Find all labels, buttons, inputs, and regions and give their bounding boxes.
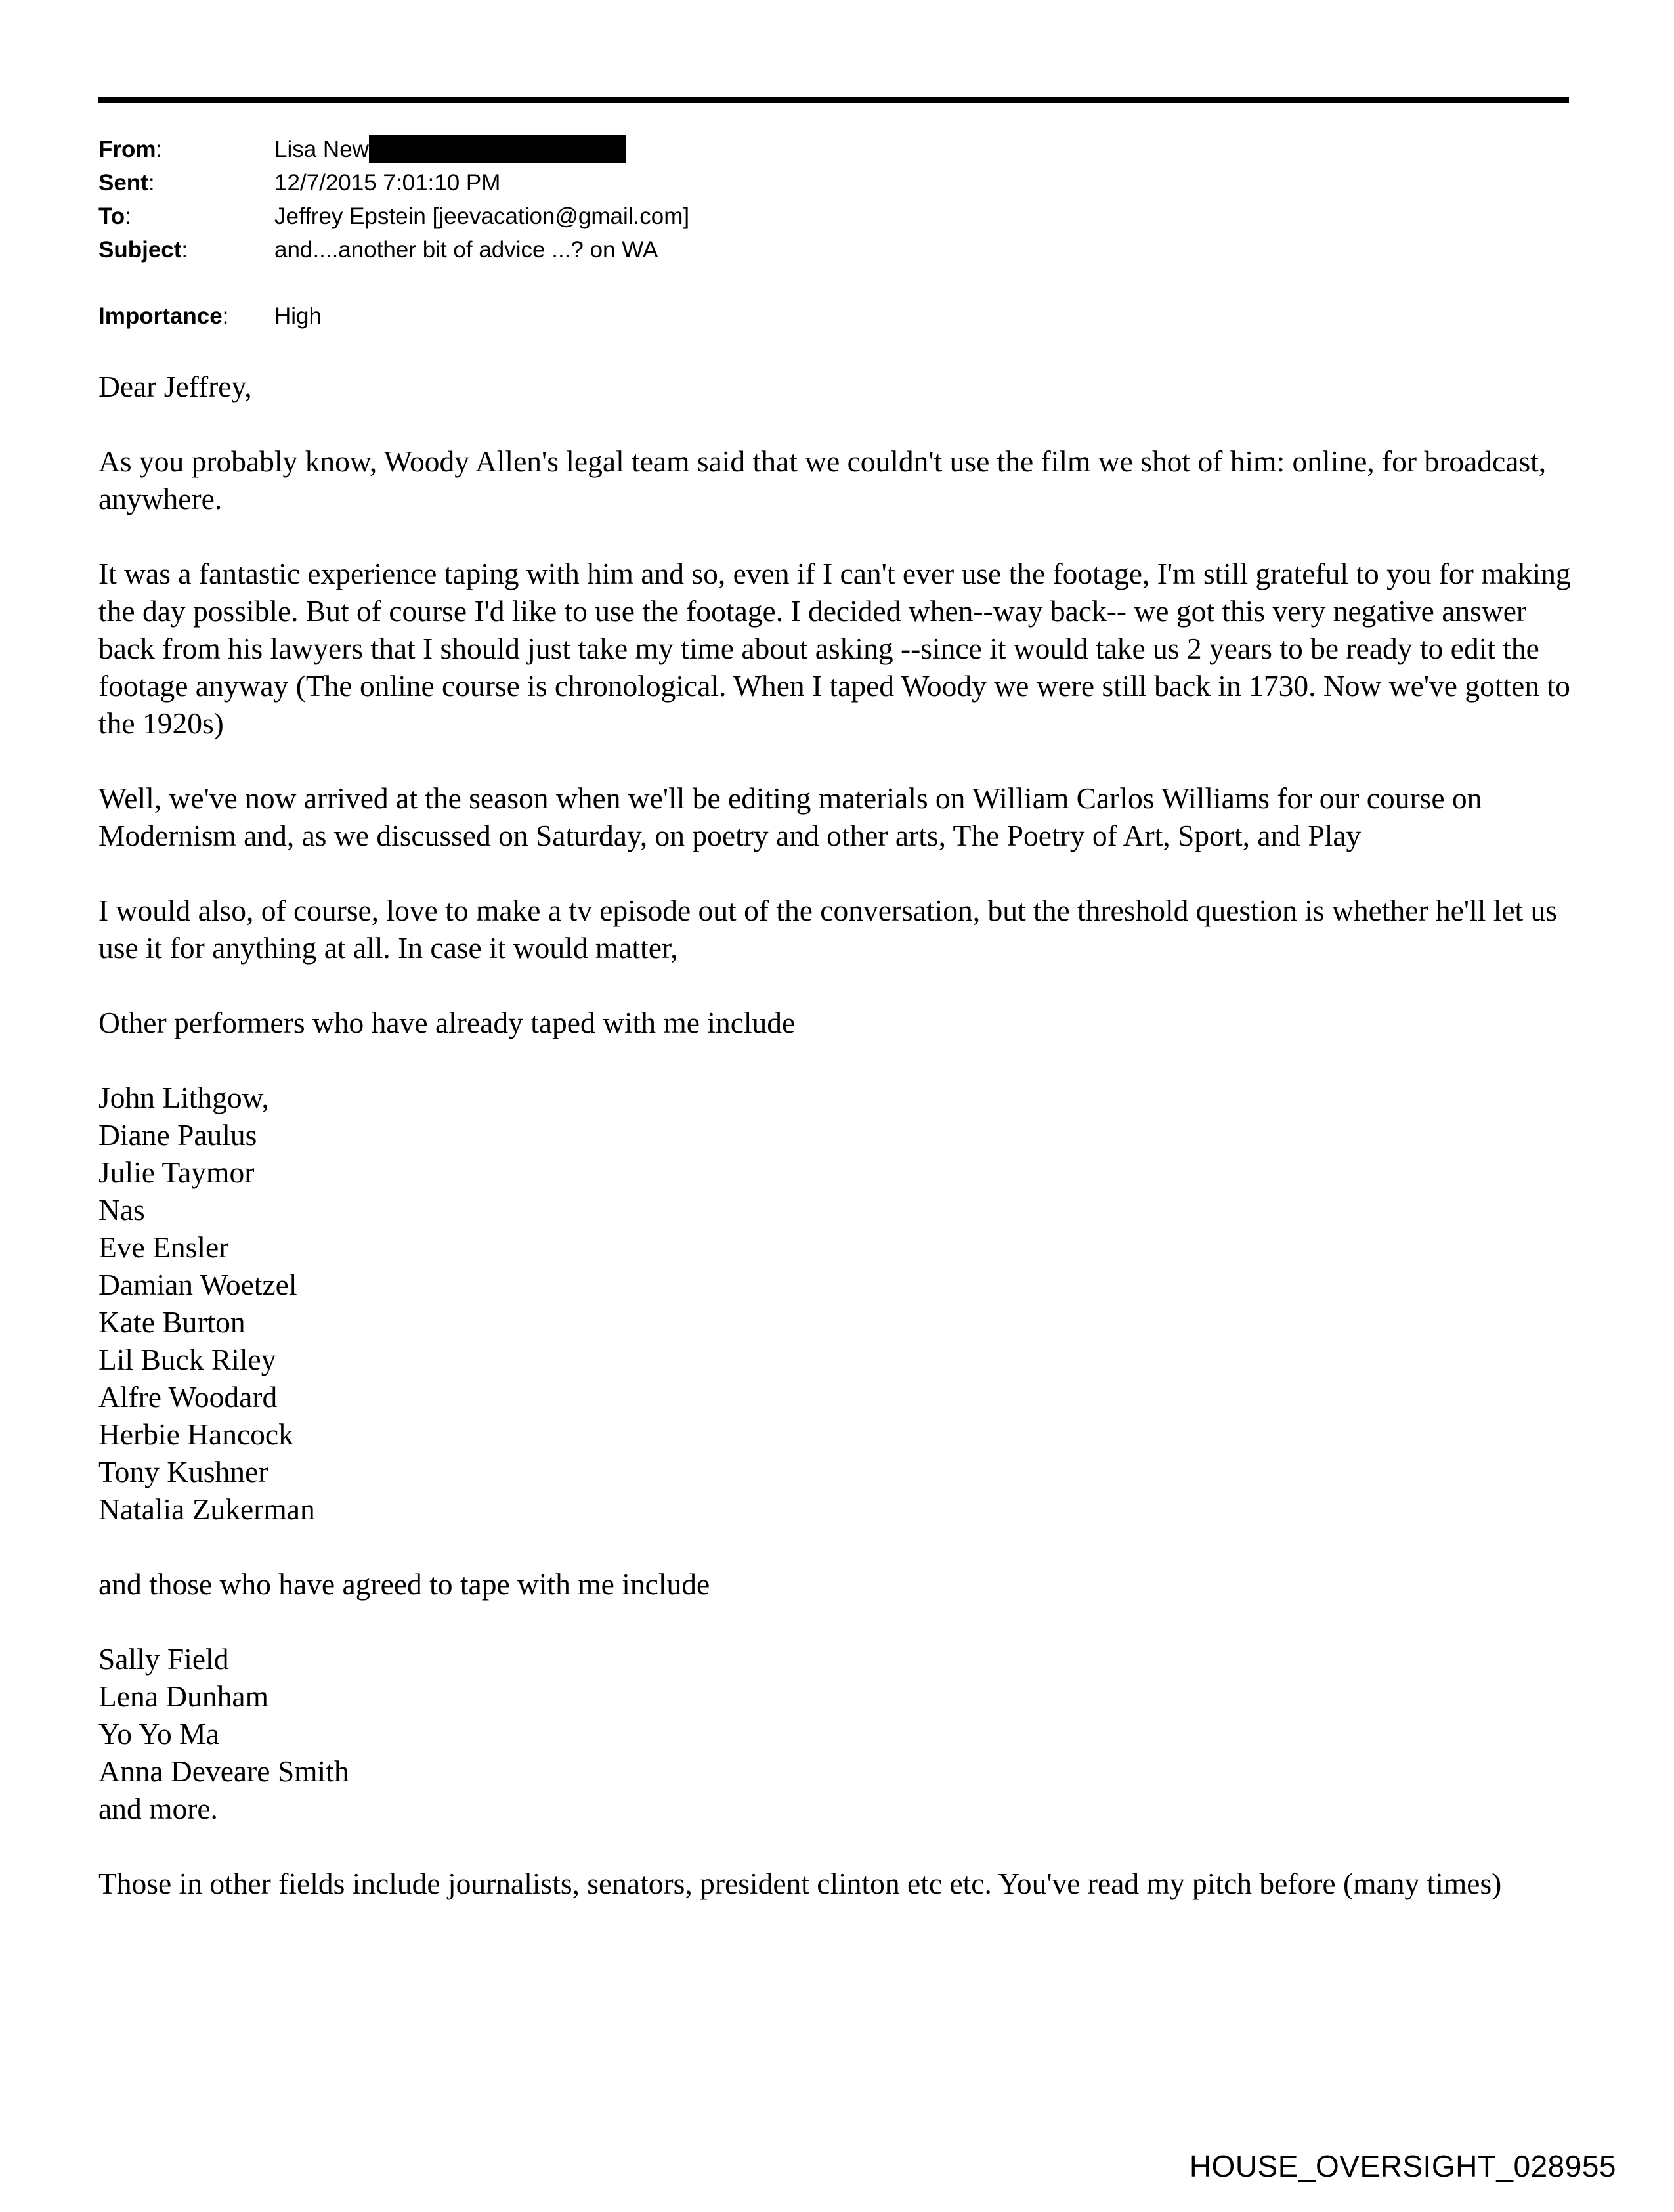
top-rule — [98, 97, 1569, 103]
redaction-block — [369, 135, 626, 163]
list-item: Alfre Woodard — [98, 1380, 278, 1414]
email-body — [98, 368, 1576, 1902]
paragraph-6: and those who have agreed to tape with me include — [98, 1567, 710, 1601]
from-label: From — [98, 137, 156, 162]
paragraph-5: Other performers who have already taped with me include — [98, 1006, 796, 1039]
list-item: Diane Paulus — [98, 1118, 257, 1152]
list-item: Lena Dunham — [98, 1680, 269, 1713]
paragraph-4: I would also, of course, love to make a tv episode out of the conversation, but the threshold question is whether he'll let us use it for anything at all. In case it would matter, — [98, 894, 1558, 965]
sent-value: 12/7/2015 7:01:10 PM — [274, 170, 501, 196]
from-row: From: Lisa New — [98, 133, 689, 166]
subject-row: Subject: and....another bit of advice ...? on WA — [98, 233, 689, 267]
to-value: Jeffrey Epstein [jeevacation@gmail.com] — [274, 204, 690, 229]
importance-value: High — [274, 303, 322, 329]
list-item: Anna Deveare Smith — [98, 1754, 349, 1788]
agreed-list — [98, 1640, 1576, 1827]
list-item: Eve Ensler — [98, 1230, 229, 1264]
paragraph-7: Those in other fields include journalists, senators, president clinton etc etc. You've read my pitch before (many times) — [98, 1867, 1502, 1900]
list-item: Nas — [98, 1193, 145, 1226]
email-header — [98, 133, 689, 333]
list-item: John Lithgow, — [98, 1081, 269, 1114]
to-label: To — [98, 204, 125, 229]
paragraph-2: It was a fantastic experience taping with him and so, even if I can't ever use the footage, I'm still grateful to you for making the day possible. But of course I'd like to use the footage. I decided when--way back-- we got this very negative answer back from his lawyers that I should just take my time about asking --since it would take us 2 years to be ready to edit the footage anyway (The online course is chronological. When I taped Woody we were still back in 1730. Now we've gotten to the 1920s) — [98, 557, 1571, 740]
importance-label: Importance — [98, 303, 223, 329]
list-item: Natalia Zukerman — [98, 1492, 315, 1526]
paragraph-3: Well, we've now arrived at the season when we'll be editing materials on William Carlos Williams for our course on Modernism and, as we discussed on Saturday, on poetry and other arts, The Poetry of Art, Sport, and Play — [98, 781, 1482, 852]
list-item: Tony Kushner — [98, 1455, 268, 1488]
list-item: Yo Yo Ma — [98, 1717, 219, 1750]
importance-row: Importance: High — [98, 299, 689, 333]
list-item: Lil Buck Riley — [98, 1343, 276, 1376]
list-item: Julie Taymor — [98, 1156, 255, 1189]
from-value: Lisa New — [274, 137, 369, 162]
salutation: Dear Jeffrey, — [98, 370, 252, 403]
list-item: Damian Woetzel — [98, 1268, 297, 1301]
list-item: Sally Field — [98, 1642, 229, 1676]
performers-list — [98, 1079, 1576, 1528]
sent-row: Sent: 12/7/2015 7:01:10 PM — [98, 166, 689, 200]
list-item: and more. — [98, 1792, 218, 1825]
subject-label: Subject — [98, 237, 182, 263]
paragraph-1: As you probably know, Woody Allen's legal team said that we couldn't use the film we shot of him: online, for broadcast, anywhere. — [98, 445, 1547, 515]
bates-number: HOUSE_OVERSIGHT_028955 — [1189, 2149, 1616, 2183]
list-item: Kate Burton — [98, 1305, 246, 1339]
sent-label: Sent — [98, 170, 148, 196]
subject-value: and....another bit of advice ...? on WA — [274, 237, 658, 263]
list-item: Herbie Hancock — [98, 1418, 293, 1451]
to-row: To: Jeffrey Epstein [jeevacation@gmail.com] — [98, 200, 689, 233]
